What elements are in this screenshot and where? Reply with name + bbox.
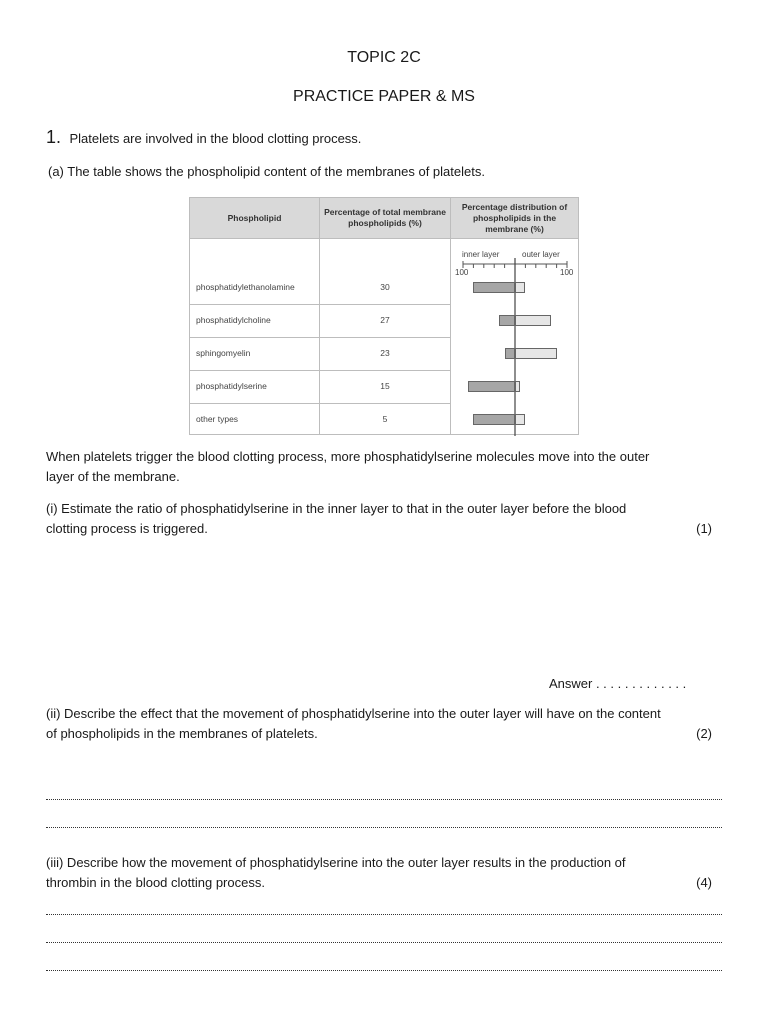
row-percentage-value: 5 <box>382 413 388 424</box>
para1-line1: When platelets trigger the blood clotting process, more phosphatidylserine molecules move into the outer <box>46 449 650 464</box>
inner-layer-bar <box>468 381 515 392</box>
header-distribution: Percentage distribution of phospholipids in the membrane (%) <box>461 201 568 234</box>
question-header <box>46 127 361 149</box>
question-intro: Platelets are involved in the blood clotting process. <box>69 131 362 146</box>
header-percentage: Percentage of total membrane phospholipids (%) <box>324 207 446 228</box>
question-ii-line1: (ii) Describe the effect that the movement of phosphatidylserine into the outer layer will have on the content <box>46 706 661 721</box>
outer-layer-bar <box>515 315 551 326</box>
row-phospholipid-name: phosphatidylcholine <box>196 314 271 325</box>
left-tick-label: 100 <box>455 268 469 277</box>
right-tick-label: 100 <box>560 268 574 277</box>
answer-line[interactable] <box>46 825 722 828</box>
inner-layer-bar <box>473 414 515 425</box>
topic-title: TOPIC 2C <box>347 49 421 66</box>
question-ii-line2: of phospholipids in the membranes of platelets. <box>46 726 318 741</box>
outer-layer-label: outer layer <box>522 250 560 259</box>
inner-layer-bar <box>499 315 515 326</box>
inner-layer-bar <box>473 282 515 293</box>
row-percentage-value: 30 <box>380 281 390 292</box>
answer-line[interactable] <box>46 940 722 943</box>
outer-layer-bar <box>515 348 557 359</box>
answer-field[interactable]: Answer . . . . . . . . . . . . . <box>549 676 687 691</box>
answer-line[interactable] <box>46 912 722 915</box>
row-phospholipid-name: phosphatidylserine <box>196 380 267 391</box>
outer-layer-bar <box>515 414 525 425</box>
question-i-marks: (1) <box>696 521 712 536</box>
question-iii-line1: (iii) Describe how the movement of phosphatidylserine into the outer layer results in the production of <box>46 855 626 870</box>
page-subtitle: PRACTICE PAPER & MS <box>293 88 475 105</box>
para1-line2: layer of the membrane. <box>46 469 180 484</box>
question-ii-marks: (2) <box>696 726 712 741</box>
outer-layer-bar <box>515 381 520 392</box>
answer-line[interactable] <box>46 968 722 971</box>
question-iii-line2: thrombin in the blood clotting process. <box>46 875 265 890</box>
question-iii-marks: (4) <box>696 875 712 890</box>
question-number: 1. <box>46 127 62 147</box>
table-header <box>190 198 578 239</box>
row-percentage-value: 15 <box>380 380 390 391</box>
answer-line[interactable] <box>46 797 722 800</box>
row-phospholipid-name: sphingomyelin <box>196 347 251 358</box>
row-phospholipid-name: other types <box>196 413 239 424</box>
row-phospholipid-name: phosphatidylethanolamine <box>196 281 295 292</box>
outer-layer-bar <box>515 282 525 293</box>
row-percentage-value: 27 <box>380 314 390 325</box>
row-percentage-value: 23 <box>380 347 390 358</box>
phospholipid-table <box>189 197 579 435</box>
question-i-line2: clotting process is triggered. <box>46 521 208 536</box>
inner-layer-label: inner layer <box>462 250 500 259</box>
inner-layer-bar <box>505 348 515 359</box>
header-phospholipid: Phospholipid <box>227 212 282 223</box>
part-a-text: (a) The table shows the phospholipid content of the membranes of platelets. <box>48 164 485 179</box>
question-i-line1: (i) Estimate the ratio of phosphatidylserine in the inner layer to that in the outer layer before the blood <box>46 501 627 516</box>
